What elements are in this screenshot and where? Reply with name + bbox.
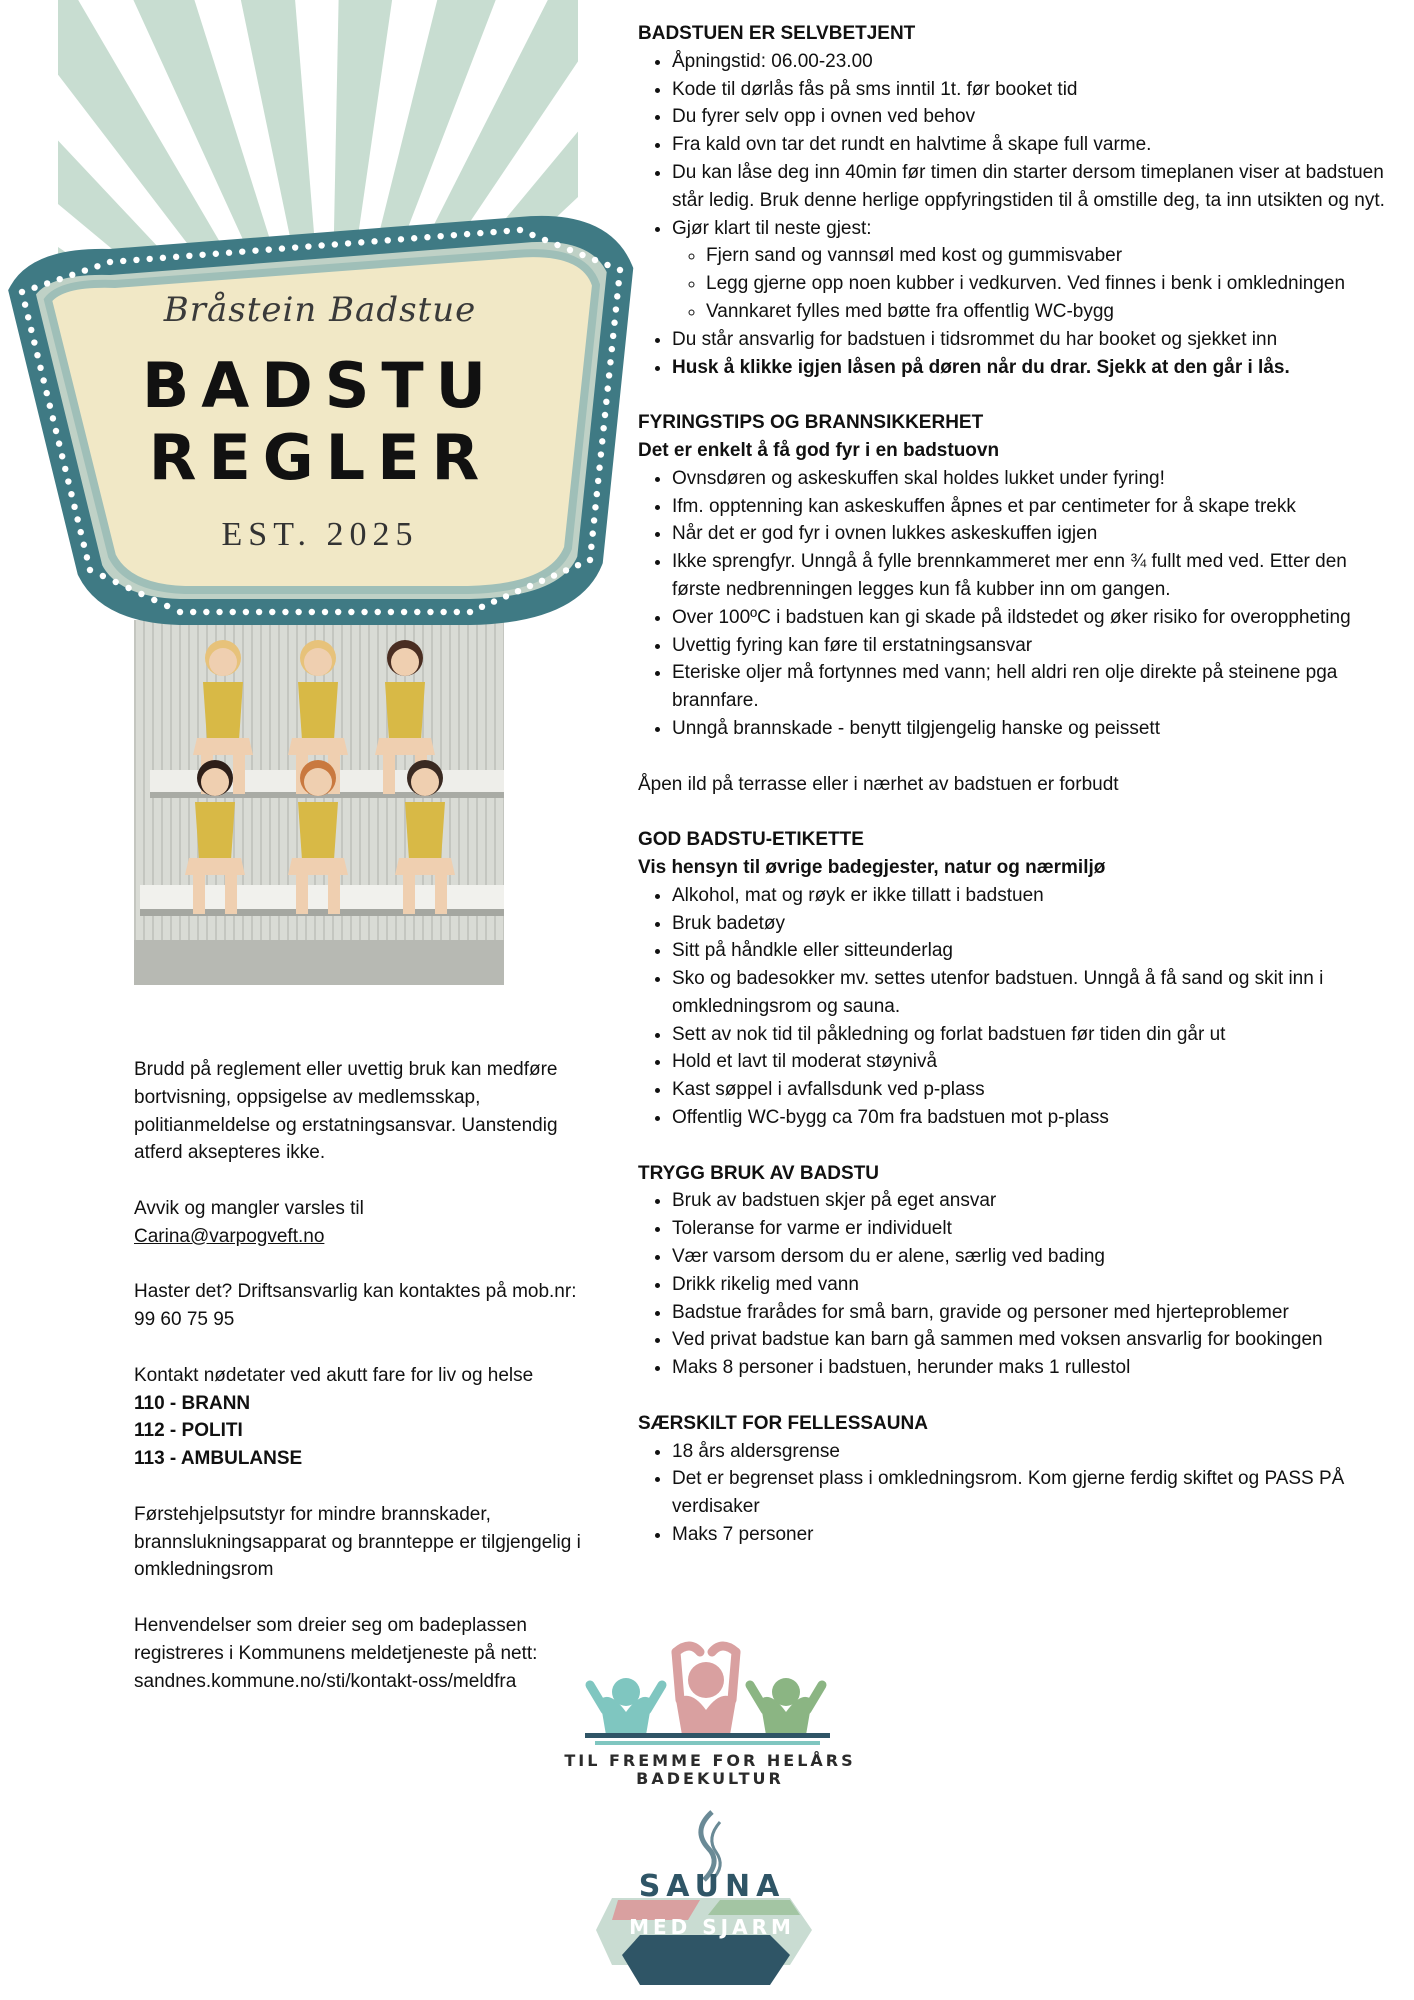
light-bulb — [160, 255, 166, 261]
list-item: • Toleranse for varme er individuelt — [672, 1215, 1398, 1243]
light-bulb — [592, 504, 598, 510]
light-bulb — [424, 234, 430, 240]
light-bulb — [414, 609, 420, 615]
list-item: • Sko og badesokker mv. settes utenfor badstuen. Unngå å få sand og skit inn i omkledningsrom og sauna. — [672, 965, 1398, 1021]
list-item: • Du fyrer selv opp i ovnen ved behov — [672, 103, 1398, 131]
light-bulb — [567, 247, 573, 253]
section-heading: SÆRSKILT FOR FELLESSAUNA — [638, 1412, 928, 1434]
light-bulb — [437, 233, 443, 239]
list-item: • Eteriske oljer må fortynnes med vann; hell aldri ren olje direkte på steinene pga brannfare. — [672, 659, 1398, 715]
light-bulb — [305, 243, 311, 249]
light-bulb — [295, 609, 301, 615]
light-bulb — [173, 254, 179, 260]
light-bulb — [606, 372, 612, 378]
light-bulb — [358, 239, 364, 245]
light-bulb — [542, 237, 548, 243]
emergency-fire: 110 - BRANN — [134, 1392, 251, 1414]
list-item: • Offentlig WC-bygg ca 70m fra badstuen mot p-plass — [672, 1104, 1398, 1132]
light-bulb — [454, 609, 460, 615]
light-bulb — [25, 314, 31, 320]
light-bulb — [600, 425, 606, 431]
light-bulb — [598, 451, 604, 457]
list-item-bold: • Husk å klikke igjen låsen på døren når du drar. Sjekk at den går i lås. — [672, 354, 1398, 382]
light-bulb — [467, 609, 473, 615]
light-bulb — [503, 593, 509, 599]
sign-title — [120, 290, 520, 554]
list-item: • Det er begrenset plass i omkledningsrom. Kom gjerne ferdig skiftet og PASS PÅ verdisaker — [672, 1465, 1398, 1521]
light-bulb — [186, 253, 192, 259]
light-bulb — [50, 415, 56, 421]
list-item: • 18 års aldersgrense — [672, 1438, 1398, 1466]
section-subheading: Det er enkelt å få god fyr i en badstuovn — [638, 439, 1000, 461]
logo2-line1: SAUNA — [638, 1869, 786, 1904]
light-bulb — [37, 365, 43, 371]
report-intro: Avvik og mangler varsles til — [134, 1197, 364, 1219]
light-bulb — [151, 597, 157, 603]
emergency-ambulance: 113 - AMBULANSE — [134, 1448, 303, 1470]
light-bulb — [411, 235, 417, 241]
light-bulb — [587, 557, 593, 563]
light-bulb — [213, 251, 219, 257]
light-bulb — [282, 609, 288, 615]
light-bulb — [53, 428, 59, 434]
light-bulb — [563, 567, 569, 573]
light-bulb — [575, 562, 581, 568]
light-bulb — [44, 280, 50, 286]
light-bulb — [332, 241, 338, 247]
light-bulb — [594, 491, 600, 497]
list-item: • Ovnsdøren og askeskuffen skal holdes lukket under fyring! — [672, 465, 1398, 493]
light-bulb — [252, 247, 258, 253]
light-bulb — [125, 585, 131, 591]
light-bulb — [345, 240, 351, 246]
light-bulb — [216, 609, 222, 615]
light-bulb — [322, 609, 328, 615]
list-item: • Kode til dørlås fås på sms inntil 1t. før booket tid — [672, 76, 1398, 104]
list-item: • Hold et lavt til moderat støynivå — [672, 1048, 1398, 1076]
light-bulb — [22, 301, 28, 307]
section-etiquette — [638, 826, 1398, 1132]
list-item: • Badstue frarådes for små barn, gravide og personer med hjerteproblemer — [672, 1299, 1398, 1327]
light-bulb — [599, 438, 605, 444]
light-bulb — [451, 232, 457, 238]
list-item: • Sett av nok tid til påkledning og forlat badstuen før tiden din går ut — [672, 1021, 1398, 1049]
light-bulb — [605, 385, 611, 391]
light-bulb — [100, 573, 106, 579]
light-bulb — [65, 478, 71, 484]
light-bulb — [164, 603, 170, 609]
list-item: • Når det er god fyr i ovnen lukkes askeskuffen igjen — [672, 520, 1398, 548]
list-item: • Maks 7 personer — [672, 1521, 1398, 1549]
light-bulb — [335, 609, 341, 615]
logo1-line2: BADEKULTUR — [636, 1769, 784, 1788]
light-bulb — [318, 242, 324, 248]
light-bulb — [607, 359, 613, 365]
light-bulb — [243, 609, 249, 615]
light-bulb — [146, 256, 152, 262]
first-aid-info: Førstehjelpsutstyr for mindre brannskader, brannslukningsapparat og brannteppe er tilgjengelig i omkledningsrom — [134, 1503, 581, 1581]
list-item: • Drikk rikelig med vann — [672, 1271, 1398, 1299]
list-item: • Ifm. opptenning kan askeskuffen åpnes et par centimeter for å skape trekk — [672, 493, 1398, 521]
light-bulb — [602, 412, 608, 418]
light-bulb — [440, 609, 446, 615]
light-bulb — [256, 609, 262, 615]
list-item: • Maks 8 personer i badstuen, herunder maks 1 rullestol — [672, 1354, 1398, 1382]
light-bulb — [107, 259, 113, 265]
section-shared-sauna — [638, 1410, 1398, 1549]
light-bulb — [610, 333, 616, 339]
light-bulb — [113, 579, 119, 585]
list-item: • Bruk badetøy — [672, 910, 1398, 938]
light-bulb — [62, 466, 68, 472]
section-heading: FYRINGSTIPS OG BRANNSIKKERHET — [638, 412, 984, 434]
list-item: • Kast søppel i avfallsdunk ved p-plass — [672, 1076, 1398, 1104]
light-bulb — [74, 516, 80, 522]
three-bathers-icon — [585, 1646, 830, 1745]
light-bulb — [504, 228, 510, 234]
light-bulb — [611, 320, 617, 326]
list-item: • Ved privat badstue kan barn gå sammen med voksen ansvarlig for bookingen — [672, 1326, 1398, 1354]
light-bulb — [539, 578, 545, 584]
light-bulb — [617, 267, 623, 273]
light-bulb — [592, 257, 598, 263]
light-bulb — [44, 390, 50, 396]
municipal-info: Henvendelser som dreier seg om badeplassen registreres i Kommunens meldetjeneste på nett: sandnes.kommune.no/sti/kontakt-oss/meldfra — [134, 1614, 538, 1692]
section-heading: BADSTUEN ER SELVBETJENT — [638, 23, 916, 44]
list-item: • Ikke sprengfyr. Unngå å fylle brennkammeret mer enn ¾ fullt med ved. Etter den første nedbrenningen legges kun få kubber inn om gangen. — [672, 548, 1398, 604]
sub-list-item: ◦ Fjern sand og vannsøl med kost og gummisvaber — [706, 242, 1398, 270]
logo1-line1: TIL FREMME FOR HELÅRS — [564, 1751, 856, 1770]
light-bulb — [82, 267, 88, 273]
light-bulb — [133, 257, 139, 263]
light-bulb — [71, 504, 77, 510]
brand-name: Bråstein Badstue — [163, 290, 477, 330]
list-item: • Over 100ºC i badstuen kan gi skade på ildstedet og øker risiko for overoppheting — [672, 604, 1398, 632]
list-item: • Åpningstid: 06.00-23.00 — [672, 48, 1398, 76]
light-bulb — [603, 399, 609, 405]
light-bulb — [551, 572, 557, 578]
light-bulb — [78, 529, 84, 535]
list-item: • Uvettig fyring kan føre til erstatningsansvar — [672, 632, 1398, 660]
light-bulb — [371, 238, 377, 244]
light-bulb — [309, 609, 315, 615]
light-bulb — [604, 262, 610, 268]
bathing-culture-logo — [560, 1752, 860, 1788]
light-bulb — [388, 609, 394, 615]
light-bulb — [226, 250, 232, 256]
light-bulb — [47, 403, 53, 409]
light-bulb — [613, 306, 619, 312]
light-bulb — [40, 377, 46, 383]
emergency-police: 112 - POLITI — [134, 1420, 243, 1442]
light-bulb — [19, 289, 25, 295]
light-bulb — [427, 609, 433, 615]
section-heading: GOD BADSTU-ETIKETTE — [638, 829, 864, 851]
list-item: • Du står ansvarlig for badstuen i tidsrommet du har booket og sjekket inn — [672, 326, 1398, 354]
list-item-text: Gjør klart til neste gjest: — [672, 217, 872, 239]
light-bulb — [517, 227, 523, 233]
light-bulb — [57, 276, 63, 282]
report-email-link[interactable]: Carina@varpogveft.no — [134, 1225, 325, 1247]
light-bulb — [398, 236, 404, 242]
light-bulb — [527, 583, 533, 589]
light-bulb — [56, 440, 62, 446]
light-bulb — [120, 258, 126, 264]
list-item: • Vær varsom dersom du er alene, særlig ved bading — [672, 1243, 1398, 1271]
light-bulb — [401, 609, 407, 615]
list-item — [672, 215, 1398, 326]
light-bulb — [269, 609, 275, 615]
logo2-line2: MED SJARM — [629, 1915, 795, 1939]
list-item: • Unngå brannskade - benytt tilgjengelig hanske og peissett — [672, 715, 1398, 743]
light-bulb — [31, 285, 37, 291]
light-bulb — [190, 609, 196, 615]
section-heading: TRYGG BRUK AV BADSTU — [638, 1162, 880, 1184]
breach-notice: Brudd på reglement eller uvettig bruk kan medføre bortvisning, oppsigelse av medlemsskap, politianmeldelse og erstatningsansvar. Uanstendig atferd aksepteres ikke. — [134, 1059, 558, 1164]
light-bulb — [203, 609, 209, 615]
light-bulb — [579, 252, 585, 258]
list-item: • Bruk av badstuen skjer på eget ansvar — [672, 1187, 1398, 1215]
light-bulb — [375, 609, 381, 615]
section-fire — [638, 409, 1398, 798]
light-bulb — [68, 491, 74, 497]
emergency-intro: Kontakt nødetater ved akutt fare for liv og helse — [134, 1364, 534, 1386]
light-bulb — [490, 229, 496, 235]
light-bulb — [292, 244, 298, 250]
rules-column — [638, 20, 1398, 1549]
light-bulb — [28, 327, 34, 333]
light-bulb — [177, 609, 183, 615]
light-bulb — [529, 232, 535, 238]
light-bulb — [94, 263, 100, 269]
established-year: EST. 2025 — [221, 516, 419, 553]
sub-list-item: ◦ Legg gjerne opp noen kubber i vedkurven. Ved finnes i benk i omkledningen — [706, 270, 1398, 298]
light-bulb — [138, 591, 144, 597]
light-bulb — [87, 567, 93, 573]
section-selfservice — [638, 20, 1398, 381]
light-bulb — [615, 280, 621, 286]
sauna-med-sjarm-logo — [612, 1870, 812, 1942]
title-line-1: BADSTU — [142, 349, 498, 422]
sub-list-item: ◦ Vannkaret fylles med bøtte fra offentlig WC-bygg — [706, 298, 1398, 326]
light-bulb — [588, 544, 594, 550]
light-bulb — [279, 245, 285, 251]
light-bulb — [230, 609, 236, 615]
list-item: • Alkohol, mat og røyk er ikke tillatt i badstuen — [672, 882, 1398, 910]
light-bulb — [59, 453, 65, 459]
light-bulb — [361, 609, 367, 615]
light-bulb — [554, 242, 560, 248]
light-bulb — [31, 339, 37, 345]
light-bulb — [609, 346, 615, 352]
light-bulb — [199, 252, 205, 258]
urgent-contact: Haster det? Driftsansvarlig kan kontaktes på mob.nr: 99 60 75 95 — [134, 1281, 577, 1331]
light-bulb — [266, 246, 272, 252]
list-item: • Sitt på håndkle eller sitteunderlag — [672, 937, 1398, 965]
light-bulb — [34, 352, 40, 358]
light-bulb — [239, 248, 245, 254]
light-bulb — [515, 588, 521, 594]
light-bulb — [590, 530, 596, 536]
light-bulb — [477, 230, 483, 236]
light-bulb — [591, 517, 597, 523]
light-bulb — [491, 598, 497, 604]
light-bulb — [81, 542, 87, 548]
light-bulb — [84, 554, 90, 560]
light-bulb — [69, 272, 75, 278]
list-item: • Fra kald ovn tar det rundt en halvtime å skape full varme. — [672, 131, 1398, 159]
section-safe-use — [638, 1160, 1398, 1382]
light-bulb — [464, 231, 470, 237]
list-item: • Du kan låse deg inn 40min før timen din starter dersom timeplanen viser at badstuen står ledig. Bruk denne herlige oppfyringstiden til å omstille deg, ta inn utsikten og nyt. — [672, 159, 1398, 215]
light-bulb — [385, 237, 391, 243]
light-bulb — [596, 465, 602, 471]
fire-note: Åpen ild på terrasse eller i nærhet av badstuen er forbudt — [638, 773, 1119, 795]
contact-column — [134, 1056, 594, 1695]
section-subheading: Vis hensyn til øvrige badegjester, natur og nærmiljø — [638, 856, 1106, 878]
light-bulb — [595, 478, 601, 484]
light-bulb — [479, 604, 485, 610]
sauna-illustration — [134, 620, 510, 985]
light-bulb — [348, 609, 354, 615]
title-line-2: REGLER — [148, 421, 492, 494]
light-bulb — [614, 293, 620, 299]
